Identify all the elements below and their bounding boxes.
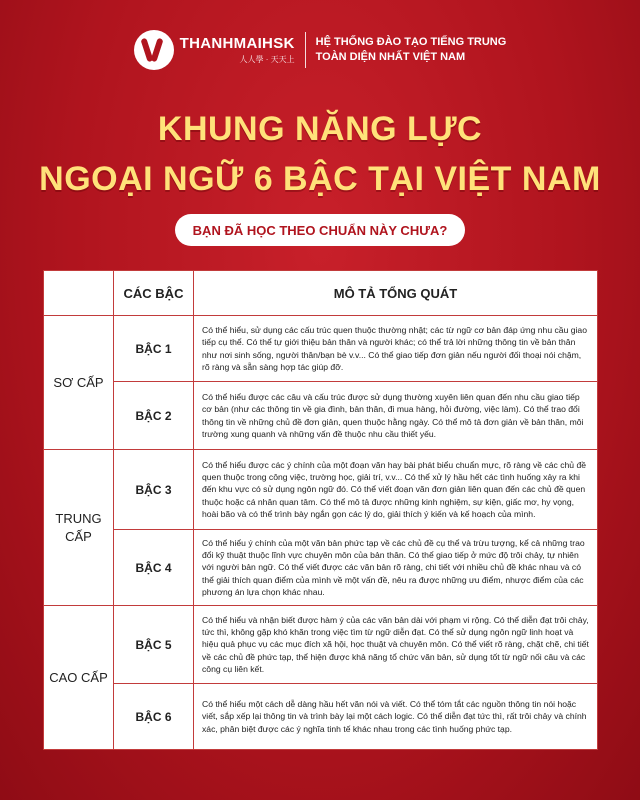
- level-description: Có thể hiểu được các ý chính của một đoạn văn hay bài phát biểu chuẩn mực, rõ ràng về các chủ đề quen thuộc trong công việc, trường học, giải trí, v.v... Có thể xử lý hầu hết các tình huống xảy ra khi đến khu vực có sử dụng ngôn ngữ đó. Có thể viết đoạn văn đơn giản liên quan đến các chủ đề quen thuộc hoặc cá nhân quan tâm. Có thể mô tả được những kinh nghiệm, sự kiện, giấc mơ, hy vọng, hoài bão và có thể trình bày ngắn gọn các lý do, giải thích ý kiến và kế hoạch của mình.: [194, 450, 598, 530]
- table-row: [44, 450, 598, 530]
- table-row: [44, 684, 598, 750]
- level-description: Có thể hiểu một cách dễ dàng hầu hết văn nói và viết. Có thể tóm tắt các nguồn thông tin nói hoặc viết, sắp xếp lại thông tin và trình bày lại một cách logic. Có thể diễn đạt tức thì, rất trôi chảy và chính xác, phân biệt được các ý nghĩa tinh tế khác nhau trong các tình huống phức tạp.: [194, 684, 598, 750]
- logo-mark-icon: [134, 30, 174, 70]
- header-description: MÔ TẢ TỔNG QUÁT: [194, 271, 598, 316]
- brand-logo: [134, 30, 295, 70]
- brand-slogan: 人人學 · 天天上: [239, 55, 295, 64]
- level-description: Có thể hiểu ý chính của một văn bản phức tạp về các chủ đề cụ thể và trừu tượng, kể cả những trao đổi kỹ thuật thuộc lĩnh vực chuyên môn của bản thân. Có thể giao tiếp ở mức độ trôi chảy, tự nhiên với người bản ngữ. Có thể viết được các văn bản rõ ràng, chi tiết với nhiều chủ đề khác nhau và có thể giải thích quan điểm của mình về một vấn đề, nêu ra được những ưu điểm, nhược điểm của các phương án lựa chọn khác nhau.: [194, 530, 598, 606]
- level-label: BẬC 3: [114, 450, 194, 530]
- table-row: [44, 382, 598, 450]
- brand-tagline: HỆ THỐNG ĐÀO TẠO TIẾNG TRUNG TOÀN DIỆN NHẤT VIỆT NAM: [315, 36, 507, 63]
- level-label: BẬC 1: [114, 316, 194, 382]
- brand-name: THANHMAIHSK: [179, 35, 295, 52]
- framework-table: [43, 270, 597, 750]
- level-description: Có thể hiểu được các câu và cấu trúc được sử dụng thường xuyên liên quan đến nhu cầu giao tiếp cơ bản (như các thông tin về gia đình, bản thân, đi mua hàng, hỏi đường, việc làm). Có thể trao đổi thông tin về những chủ đề đơn giản, quen thuộc hằng ngày. Có thể mô tả đơn giản về bản thân, môi trường xung quanh và những vấn đề thuộc nhu cầu thiết yếu.: [194, 382, 598, 450]
- level-label: BẬC 5: [114, 606, 194, 684]
- table-row: [44, 316, 598, 382]
- header: [0, 26, 640, 74]
- header-divider: [305, 32, 306, 68]
- group-trung-cap: TRUNG CẤP: [44, 450, 114, 606]
- level-description: Có thể hiểu, sử dụng các cấu trúc quen thuộc thường nhật; các từ ngữ cơ bản đáp ứng nhu cầu giao tiếp cụ thể. Có thể tự giới thiệu bản thân và người khác; có thể trả lời những thông tin về bản thân như nơi sinh sống, người thân/bạn bè v.v... Có thể giao tiếp đơn giản nếu người đối thoại nói chậm, rõ ràng và sẵn sàng hợp tác giúp đỡ.: [194, 316, 598, 382]
- level-description: Có thể hiểu và nhận biết được hàm ý của các văn bản dài với phạm vi rộng. Có thể diễn đạt trôi chảy, tức thì, không gặp khó khăn trong việc tìm từ ngữ diễn đạt. Có thể sử dụng ngôn ngữ linh hoạt và hiệu quả phục vụ các mục đích xã hội, học thuật và chuyên môn. Có thể viết rõ ràng, chặt chẽ, chi tiết về các chủ đề phức tạp, thể hiện được khả năng tổ chức văn bản, sử dụng tốt từ ngữ nối câu và các công cụ liên kết.: [194, 606, 598, 684]
- group-cao-cap: CAO CẤP: [44, 606, 114, 750]
- table-row: [44, 606, 598, 684]
- page-title: KHUNG NĂNG LỰC NGOẠI NGỮ 6 BẬC TẠI VIỆT NAM: [39, 110, 601, 198]
- level-label: BẬC 2: [114, 382, 194, 450]
- table-row: [44, 530, 598, 606]
- header-levels: CÁC BẬC: [114, 271, 194, 316]
- level-label: BẬC 4: [114, 530, 194, 606]
- table-header-row: [44, 271, 598, 316]
- group-so-cap: SƠ CẤP: [44, 316, 114, 450]
- level-label: BẬC 6: [114, 684, 194, 750]
- subtitle-pill: BẠN ĐÃ HỌC THEO CHUẨN NÀY CHƯA?: [175, 214, 465, 246]
- header-empty: [44, 271, 114, 316]
